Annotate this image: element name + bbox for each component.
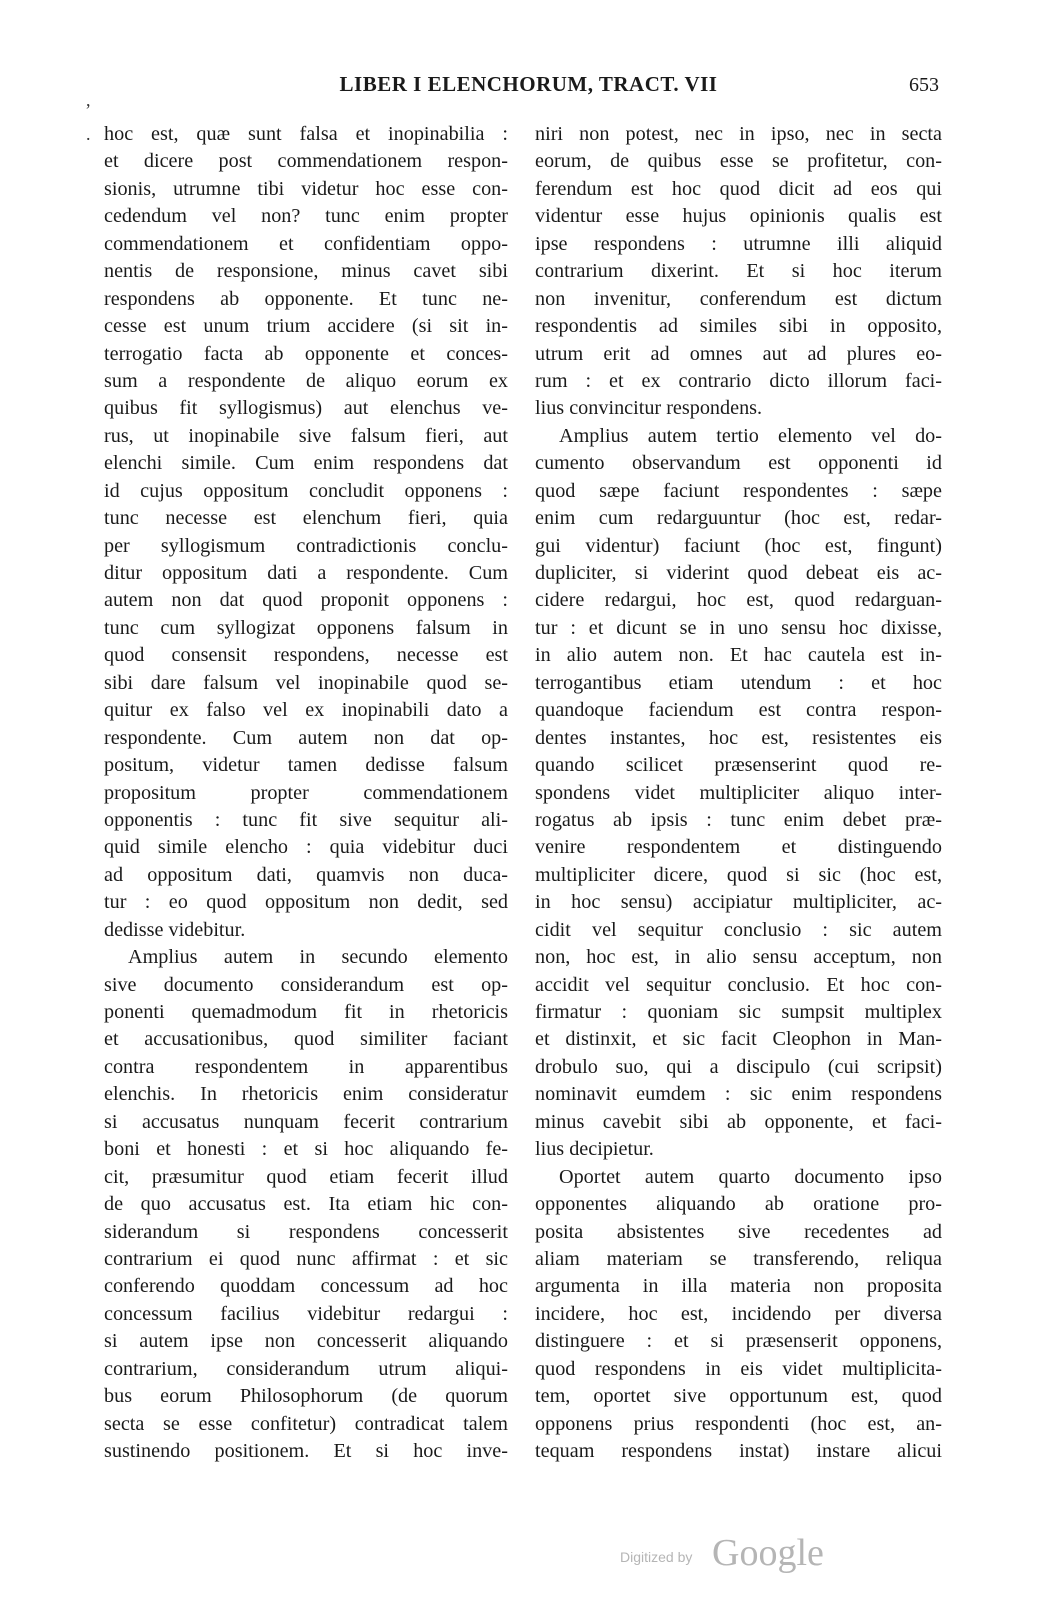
text-line: cidit vel sequitur conclusio : sic autem bbox=[535, 918, 942, 941]
text-line: sionis, utrumne tibi videtur hoc esse con- bbox=[104, 177, 508, 200]
text-line: concessum facilius videbitur redargui : bbox=[104, 1302, 508, 1325]
text-line: quitur ex falso vel ex inopinabili dato a bbox=[104, 699, 508, 722]
text-line: elenchi simile. Cum enim respondens dat bbox=[104, 452, 508, 475]
text-line: tur : eo quod oppositum non dedit, sed bbox=[104, 891, 508, 914]
text-line: contrarium ei quod nunc affirmat : et sic bbox=[104, 1247, 508, 1270]
text-line: rogatus ab ipsis : tunc enim debet præ- bbox=[535, 808, 942, 831]
text-line: positum, videtur tamen dedisse falsum bbox=[104, 754, 508, 777]
text-line: siderandum si respondens concesserit bbox=[104, 1220, 508, 1243]
text-line: et dicere post commendationem respon- bbox=[104, 150, 508, 173]
digitized-by-label: Digitized by bbox=[620, 1549, 693, 1565]
text-line: respondentis ad similes sibi in opposito, bbox=[535, 315, 942, 338]
text-line: utrum erit ad omnes aut ad plures eo- bbox=[535, 342, 942, 365]
text-line: nominavit eumdem : sic enim respondens bbox=[535, 1083, 942, 1106]
text-line: videntur esse hujus opinionis qualis est bbox=[535, 205, 942, 228]
text-line: tem, oportet sive opportunum est, quod bbox=[535, 1385, 942, 1408]
text-line: niri non potest, nec in ipso, nec in secta bbox=[535, 123, 942, 145]
text-line: distinguere : et si præsenserit opponens, bbox=[535, 1330, 942, 1353]
text-line: id cujus oppositum concludit opponens : bbox=[104, 479, 508, 502]
text-line: ponenti quemadmodum fit in rhetoricis bbox=[104, 1001, 508, 1023]
text-line: opponentis : tunc fit sive sequitur ali- bbox=[104, 808, 508, 831]
text-line: terrogatio facta ab opponente et conces- bbox=[104, 342, 508, 365]
text-line: ipse respondens : utrumne illi aliquid bbox=[535, 232, 942, 255]
text-line: elenchis. In rhetoricis enim consideratur bbox=[104, 1083, 508, 1106]
text-line: contrarium dixerint. Et si hoc iterum bbox=[535, 260, 942, 283]
text-line: opponentes aliquando ab oratione pro- bbox=[535, 1193, 942, 1216]
text-line: autem non dat quod proponit opponens : bbox=[104, 589, 508, 612]
text-line: si accusatus nunquam fecerit contrarium bbox=[104, 1110, 508, 1133]
text-line: accidit vel sequitur conclusio. Et hoc con- bbox=[535, 973, 942, 996]
text-line: per syllogismum contradictionis conclu- bbox=[104, 534, 508, 557]
text-line: quibus fit syllogismus) aut elenchus ve- bbox=[104, 397, 508, 420]
text-line: posita absistentes sive recedentes ad bbox=[535, 1220, 942, 1243]
text-line: cit, præsumitur quod etiam fecerit illud bbox=[104, 1165, 508, 1188]
text-line: non invenitur, conferendum est dictum bbox=[535, 287, 942, 310]
right-column bbox=[535, 121, 942, 1465]
text-line: ditur oppositum dati a respondente. Cum bbox=[104, 562, 508, 584]
text-line: sustinendo positionem. Et si hoc inve- bbox=[104, 1440, 508, 1462]
text-line: dentes instantes, hoc est, resistentes eis bbox=[535, 726, 942, 749]
text-line: si autem ipse non concesserit aliquando bbox=[104, 1330, 508, 1353]
text-line: et accusationibus, quod similiter faciant bbox=[104, 1028, 508, 1051]
text-line: ferendum est hoc quod dicit ad eos qui bbox=[535, 177, 942, 200]
text-line: quod respondens in eis videt multiplicita- bbox=[535, 1357, 942, 1380]
text-line: cumento observandum est opponenti id bbox=[535, 452, 942, 475]
text-line: conferendo quoddam concessum ad hoc bbox=[104, 1275, 508, 1298]
text-line: dupliciter, si viderint quod debeat eis ac- bbox=[535, 562, 942, 584]
text-line: cidere redargui, hoc est, quod redarguan- bbox=[535, 589, 942, 612]
text-line: ad oppositum dati, quamvis non duca- bbox=[104, 863, 508, 886]
text-line: tequam respondens instat) instare alicui bbox=[535, 1440, 942, 1462]
text-line: contra respondentem in apparentibus bbox=[104, 1055, 508, 1078]
text-line: tunc necesse est elenchum fieri, quia bbox=[104, 507, 508, 530]
text-line: secta se esse confitetur) contradicat talem bbox=[104, 1412, 508, 1435]
margin-mark: , bbox=[86, 90, 91, 110]
text-line: rum : et ex contrario dicto illorum faci- bbox=[535, 369, 942, 392]
text-line: terrogantibus etiam utendum : et hoc bbox=[535, 671, 942, 694]
text-line: non, hoc est, in alio sensu acceptum, non bbox=[535, 946, 942, 969]
text-line: in alio autem non. Et hac cautela est in- bbox=[535, 644, 942, 667]
page-number: 653 bbox=[909, 74, 939, 96]
text-line: sum a respondente de aliquo eorum ex bbox=[104, 369, 508, 392]
text-line: argumenta in illa materia non proposita bbox=[535, 1275, 942, 1298]
text-line: enim cum redarguuntur (hoc est, redar- bbox=[535, 507, 942, 530]
text-line: lius convincitur respondens. bbox=[535, 397, 763, 420]
text-line: respondens ab opponente. Et tunc ne- bbox=[104, 287, 508, 310]
google-logo: Google bbox=[712, 1532, 824, 1574]
text-line: Amplius autem in secundo elemento bbox=[128, 946, 508, 969]
text-line: quod sæpe faciunt respondentes : sæpe bbox=[535, 479, 942, 502]
text-line: commendationem et confidentiam oppo- bbox=[104, 232, 508, 255]
text-line: cedendum vel non? tunc enim propter bbox=[104, 205, 508, 228]
left-column bbox=[104, 121, 508, 1465]
running-title: LIBER I ELENCHORUM, TRACT. VII bbox=[339, 72, 718, 96]
text-line: opponens prius respondenti (hoc est, an- bbox=[535, 1412, 942, 1435]
text-line: venire respondentem et distinguendo bbox=[535, 836, 942, 859]
text-line: et distinxit, et sic facit Cleophon in Man- bbox=[535, 1028, 942, 1051]
text-line: Amplius autem tertio elemento vel do- bbox=[559, 424, 942, 447]
text-line: sive documento considerandum est op- bbox=[104, 973, 508, 996]
text-line: quod consensit respondens, necesse est bbox=[104, 644, 508, 667]
margin-mark: . bbox=[86, 124, 91, 144]
text-line: firmatur : quoniam sic sumpsit multiplex bbox=[535, 1001, 942, 1023]
text-line: incidere, hoc est, incidendo per diversa bbox=[535, 1302, 942, 1325]
text-line: sibi dare falsum vel inopinabile quod se- bbox=[104, 671, 508, 694]
text-line: cesse est unum trium accidere (si sit in- bbox=[104, 315, 508, 338]
text-line: tur : et dicunt se in uno sensu hoc dixisse, bbox=[535, 616, 942, 639]
text-line: Oportet autem quarto documento ipso bbox=[559, 1165, 942, 1188]
text-line: quandoque faciendum est contra respon- bbox=[535, 699, 942, 722]
text-line: hoc est, quæ sunt falsa et inopinabilia : bbox=[104, 123, 508, 145]
text-line: spondens videt multipliciter aliquo inter- bbox=[535, 781, 942, 804]
text-line: tunc cum syllogizat opponens falsum in bbox=[104, 616, 508, 639]
text-line: in hoc sensu) accipiatur multipliciter, ac- bbox=[535, 891, 942, 914]
text-line: boni et honesti : et si hoc aliquando fe- bbox=[104, 1138, 508, 1161]
text-line: quando scilicet præsenserint quod re- bbox=[535, 754, 942, 777]
text-line: de quo accusatus est. Ita etiam hic con- bbox=[104, 1193, 508, 1216]
text-line: rus, ut inopinabile sive falsum fieri, aut bbox=[104, 424, 508, 447]
text-line: multipliciter dicere, quod si sic (hoc est, bbox=[535, 863, 942, 886]
text-line: aliam materiam se transferendo, reliqua bbox=[535, 1247, 942, 1270]
text-line: bus eorum Philosophorum (de quorum bbox=[104, 1385, 508, 1408]
text-line: quid simile elencho : quia videbitur duci bbox=[104, 836, 508, 859]
text-line: gui videntur) faciunt (hoc est, fingunt) bbox=[535, 534, 942, 557]
text-line: nentis de responsione, minus cavet sibi bbox=[104, 260, 508, 283]
text-line: propositum propter commendationem bbox=[104, 781, 508, 804]
text-line: eorum, de quibus esse se profitetur, con- bbox=[535, 150, 942, 173]
text-line: contrarium, considerandum utrum aliqui- bbox=[104, 1357, 508, 1380]
text-line: respondente. Cum autem non dat op- bbox=[104, 726, 508, 749]
text-line: lius decipietur. bbox=[535, 1138, 654, 1161]
digitized-watermark bbox=[620, 1532, 870, 1575]
text-line: dedisse videbitur. bbox=[104, 918, 246, 941]
page-header bbox=[0, 72, 1057, 106]
text-line: minus cavebit sibi ab opponente, et faci- bbox=[535, 1110, 942, 1133]
text-line: drobulo suo, qui a discipulo (cui scripsit) bbox=[535, 1055, 942, 1078]
